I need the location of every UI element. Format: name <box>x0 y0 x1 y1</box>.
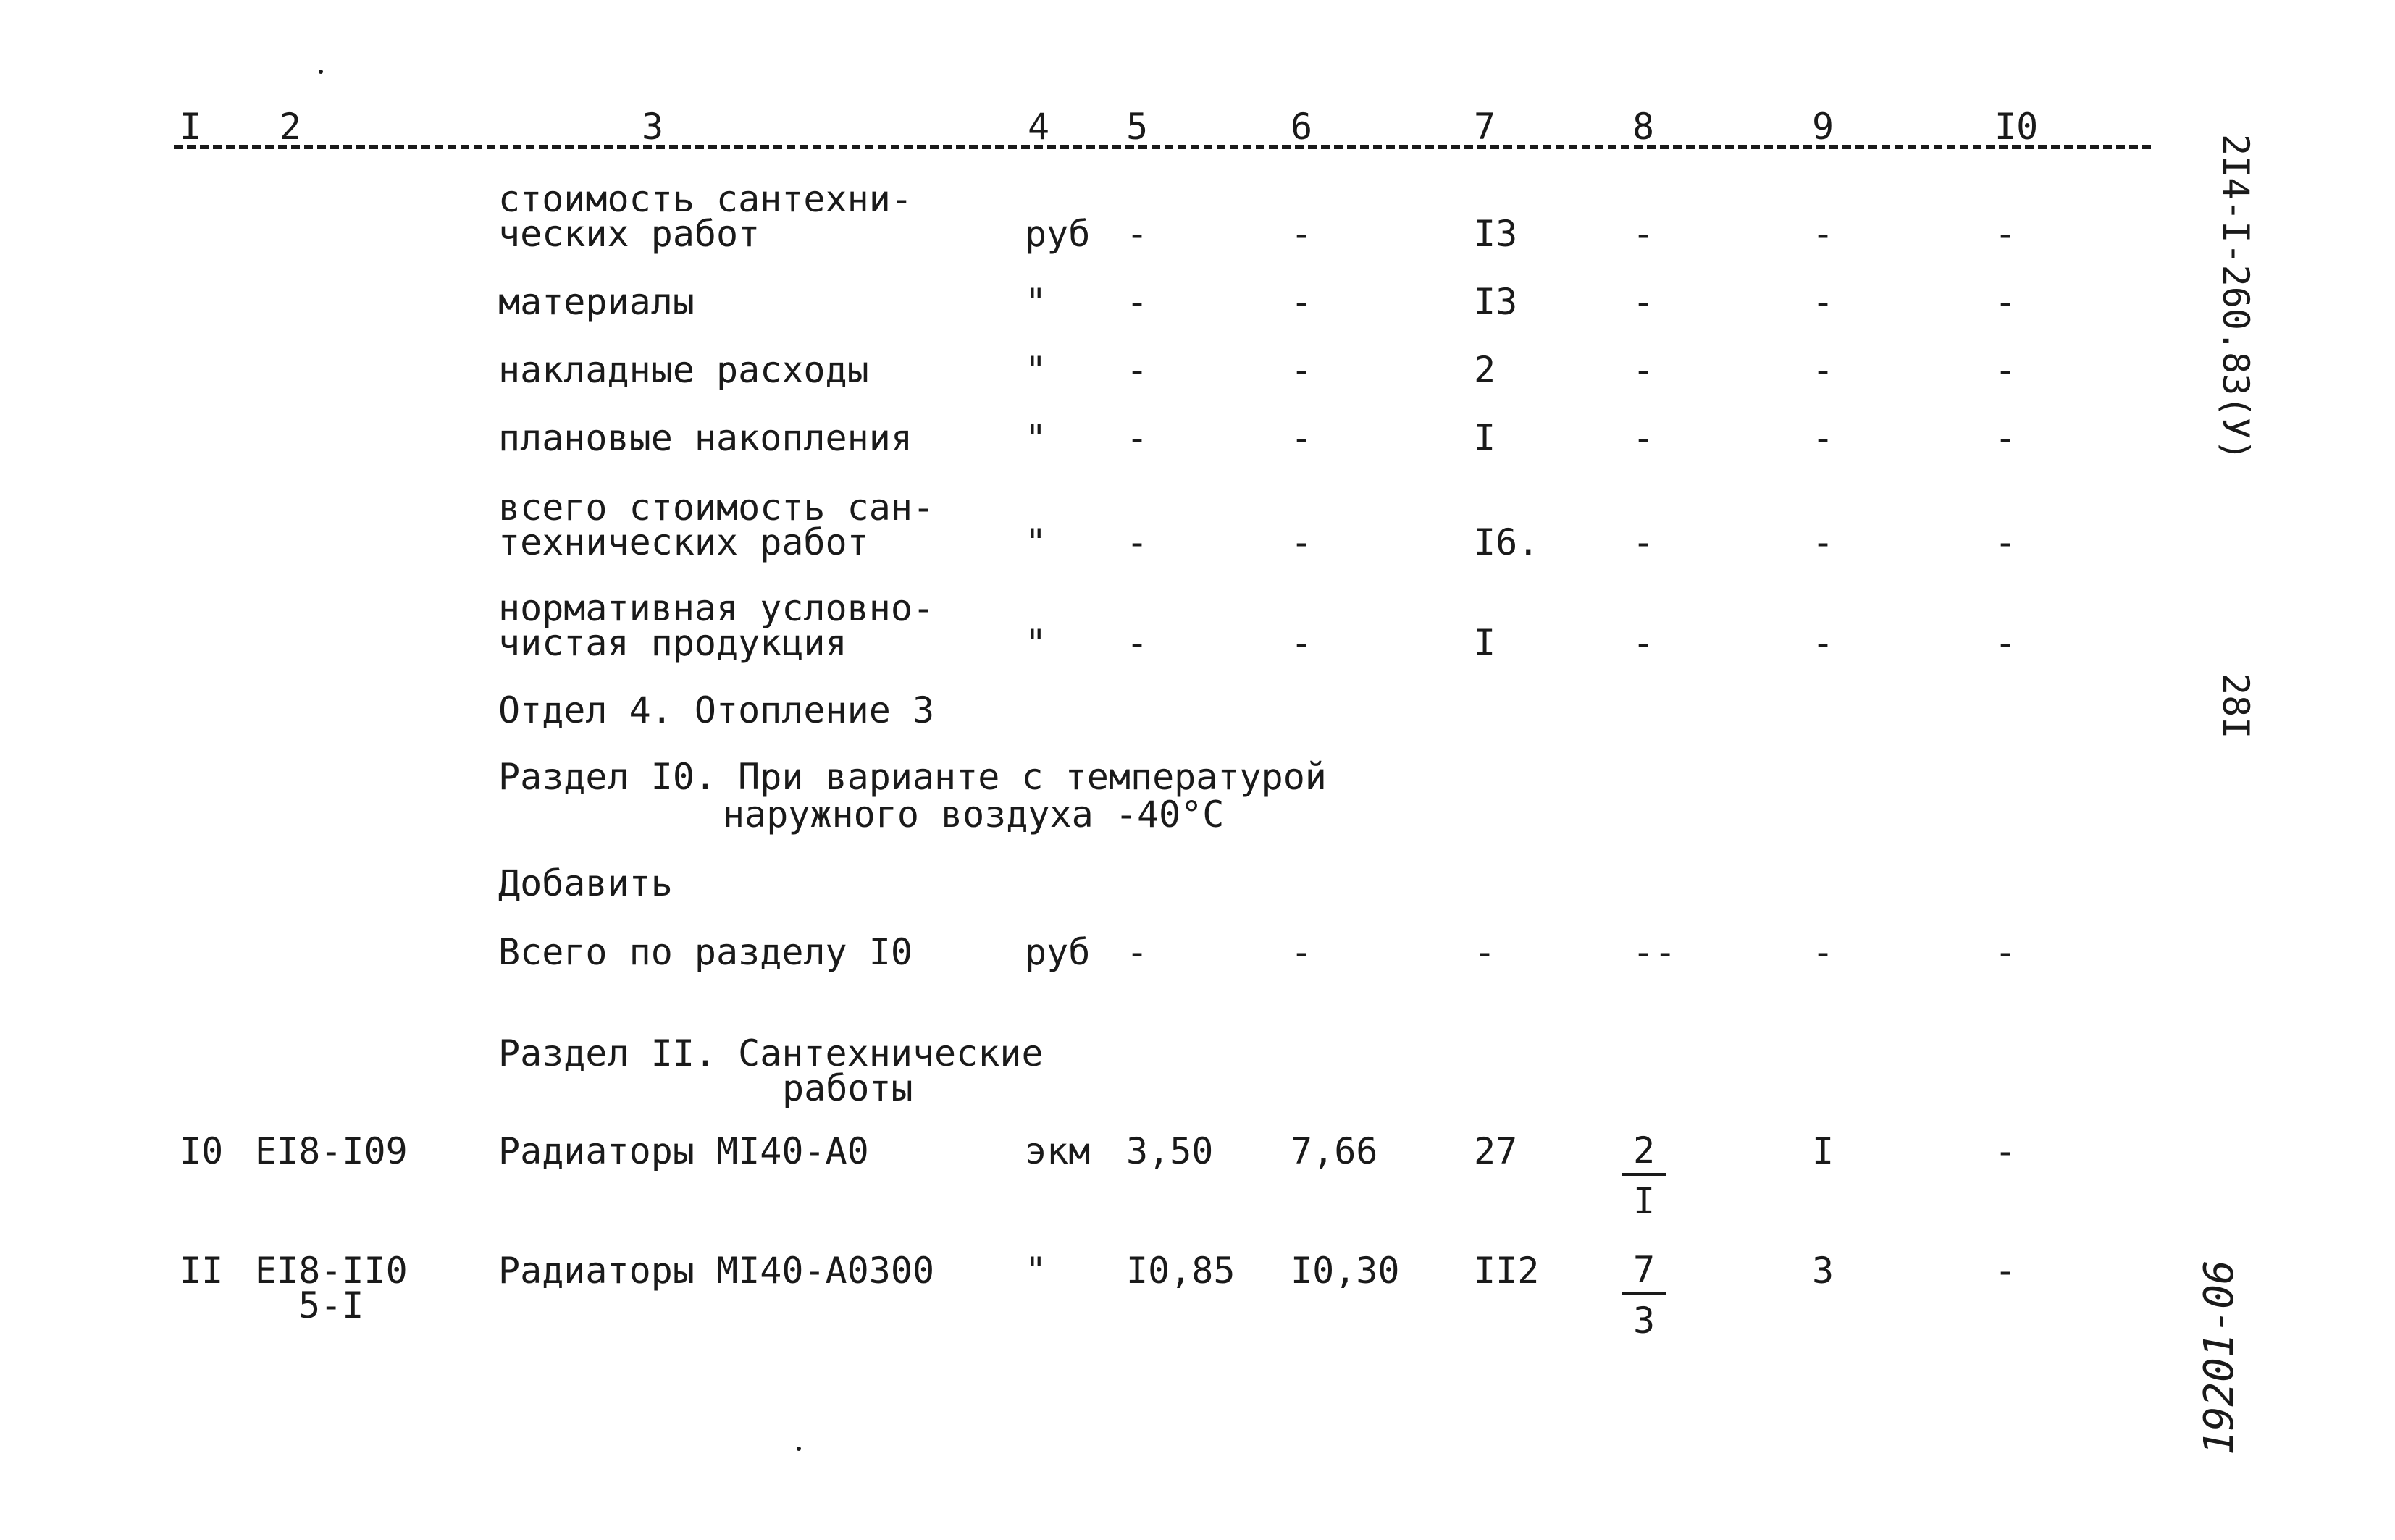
cost-row-col8: - <box>1632 281 1655 323</box>
col-number-9: 9 <box>1812 106 1834 148</box>
section-11-heading: Раздел II. Сантехнические <box>498 1032 1044 1074</box>
document-code: 2I4-I-260.83(У) <box>2215 134 2257 461</box>
work-row-name: Радиаторы MI40-A0 <box>498 1130 869 1172</box>
cost-row-col9: - <box>1812 281 1834 323</box>
cost-row-name: всего стоимость сан- <box>498 487 935 529</box>
work-row-col7: II2 <box>1474 1250 1540 1292</box>
col-number-4: 4 <box>1028 106 1050 148</box>
cost-row-name-cont: чистая продукция <box>498 622 847 664</box>
col-number-2: 2 <box>280 106 302 148</box>
scan-speck <box>797 1447 801 1451</box>
cost-row-col7: I6. <box>1474 521 1540 563</box>
fraction-denominator: I <box>1632 1180 1656 1222</box>
section-11-heading-cont: работы <box>782 1067 913 1109</box>
cost-row-col10: - <box>1995 622 2017 664</box>
work-row-unit: " <box>1025 1250 1047 1292</box>
cost-row-col6: - <box>1291 521 1313 563</box>
cost-row-unit: руб <box>1025 213 1091 255</box>
total-row-col8: -- <box>1632 931 1677 973</box>
col-number-6: 6 <box>1291 106 1313 148</box>
cost-row-col10: - <box>1995 521 2017 563</box>
fraction-numerator: 2 <box>1622 1128 1666 1176</box>
cost-row-col6: - <box>1291 417 1313 459</box>
add-label: Добавить <box>498 862 673 904</box>
work-row-col10: - <box>1995 1130 2017 1172</box>
cost-row-col9: - <box>1812 349 1834 391</box>
header-dashed-rule <box>174 145 2151 149</box>
page-number: 28I <box>2215 673 2257 739</box>
total-row-col9: - <box>1812 931 1834 973</box>
work-row-name: Радиаторы MI40-A0300 <box>498 1250 935 1292</box>
work-row-col7: 27 <box>1474 1130 1518 1172</box>
total-row-col6: - <box>1291 931 1313 973</box>
cost-row-col5: - <box>1126 521 1149 563</box>
fraction-denominator: 3 <box>1632 1300 1656 1342</box>
cost-row-col8: - <box>1632 521 1655 563</box>
work-row-code: EI8-II0 <box>255 1250 408 1292</box>
work-row-unit: экм <box>1025 1130 1091 1172</box>
work-row-col6: I0,30 <box>1291 1250 1400 1292</box>
work-row-col8-fraction <box>1622 1247 1666 1346</box>
cost-row-col10: - <box>1995 281 2017 323</box>
work-row-col9: I <box>1812 1130 1834 1172</box>
cost-row-unit: " <box>1025 417 1047 459</box>
work-row-number: II <box>180 1250 224 1292</box>
work-row-col10: - <box>1995 1250 2017 1292</box>
cost-row-col8: - <box>1632 349 1655 391</box>
work-row-code-cont: 5-I <box>298 1284 364 1326</box>
cost-row-col6: - <box>1291 213 1313 255</box>
total-row-col10: - <box>1995 931 2017 973</box>
cost-row-col8: - <box>1632 417 1655 459</box>
cost-row-col7: I <box>1474 417 1496 459</box>
col-number-5: 5 <box>1126 106 1149 148</box>
cost-row-col9: - <box>1812 417 1834 459</box>
total-row-col7: - <box>1474 931 1496 973</box>
cost-row-col8: - <box>1632 622 1655 664</box>
cost-row-col5: - <box>1126 417 1149 459</box>
work-row-col6: 7,66 <box>1291 1130 1378 1172</box>
work-row-col5: I0,85 <box>1126 1250 1236 1292</box>
cost-row-name-cont: технических работ <box>498 521 869 563</box>
cost-row-name: плановые накопления <box>498 417 913 459</box>
cost-row-col5: - <box>1126 281 1149 323</box>
cost-row-col7: I <box>1474 622 1496 664</box>
section-10-heading-cont: наружного воздуха -40°С <box>723 794 1225 836</box>
work-row-col5: 3,50 <box>1126 1130 1214 1172</box>
cost-row-col5: - <box>1126 622 1149 664</box>
cost-row-col10: - <box>1995 417 2017 459</box>
cost-row-col8: - <box>1632 213 1655 255</box>
cost-row-col5: - <box>1126 349 1149 391</box>
work-row-col9: 3 <box>1812 1250 1834 1292</box>
col-number-8: 8 <box>1632 106 1655 148</box>
cost-row-col10: - <box>1995 349 2017 391</box>
cost-row-col7: I3 <box>1474 213 1518 255</box>
cost-row-col9: - <box>1812 622 1834 664</box>
department-heading: Отдел 4. Отопление 3 <box>498 689 935 731</box>
work-row-code: EI8-I09 <box>255 1130 408 1172</box>
cost-row-col6: - <box>1291 281 1313 323</box>
section-10-heading: Раздел I0. При варианте с температурой <box>498 756 1327 798</box>
cost-row-col6: - <box>1291 622 1313 664</box>
cost-row-unit: " <box>1025 622 1047 664</box>
cost-row-name-cont: ческих работ <box>498 213 760 255</box>
cost-row-col5: - <box>1126 213 1149 255</box>
cost-row-col7: 2 <box>1474 349 1496 391</box>
cost-row-name: стоимость сантехни- <box>498 178 913 220</box>
cost-row-unit: " <box>1025 281 1047 323</box>
cost-row-col7: I3 <box>1474 281 1518 323</box>
cost-row-col6: - <box>1291 349 1313 391</box>
col-number-10: I0 <box>1995 106 2039 148</box>
cost-row-col9: - <box>1812 213 1834 255</box>
cost-row-name: нормативная условно- <box>498 587 935 629</box>
col-number-3: 3 <box>642 106 664 148</box>
total-row-col5: - <box>1126 931 1149 973</box>
cost-row-unit: " <box>1025 521 1047 563</box>
fraction-numerator: 7 <box>1622 1247 1666 1295</box>
cost-row-name: накладные расходы <box>498 349 869 391</box>
total-row-unit: руб <box>1025 931 1091 973</box>
cost-row-col10: - <box>1995 213 2017 255</box>
total-row-name: Всего по разделу I0 <box>498 931 913 973</box>
col-number-7: 7 <box>1474 106 1496 148</box>
work-row-number: I0 <box>180 1130 224 1172</box>
scan-speck <box>319 70 323 74</box>
cost-row-name: материалы <box>498 281 695 323</box>
work-row-col8-fraction <box>1622 1128 1666 1226</box>
col-number-1: I <box>180 106 202 148</box>
archive-code: 19201-06 <box>2196 1260 2243 1455</box>
cost-row-col9: - <box>1812 521 1834 563</box>
cost-row-unit: " <box>1025 349 1047 391</box>
